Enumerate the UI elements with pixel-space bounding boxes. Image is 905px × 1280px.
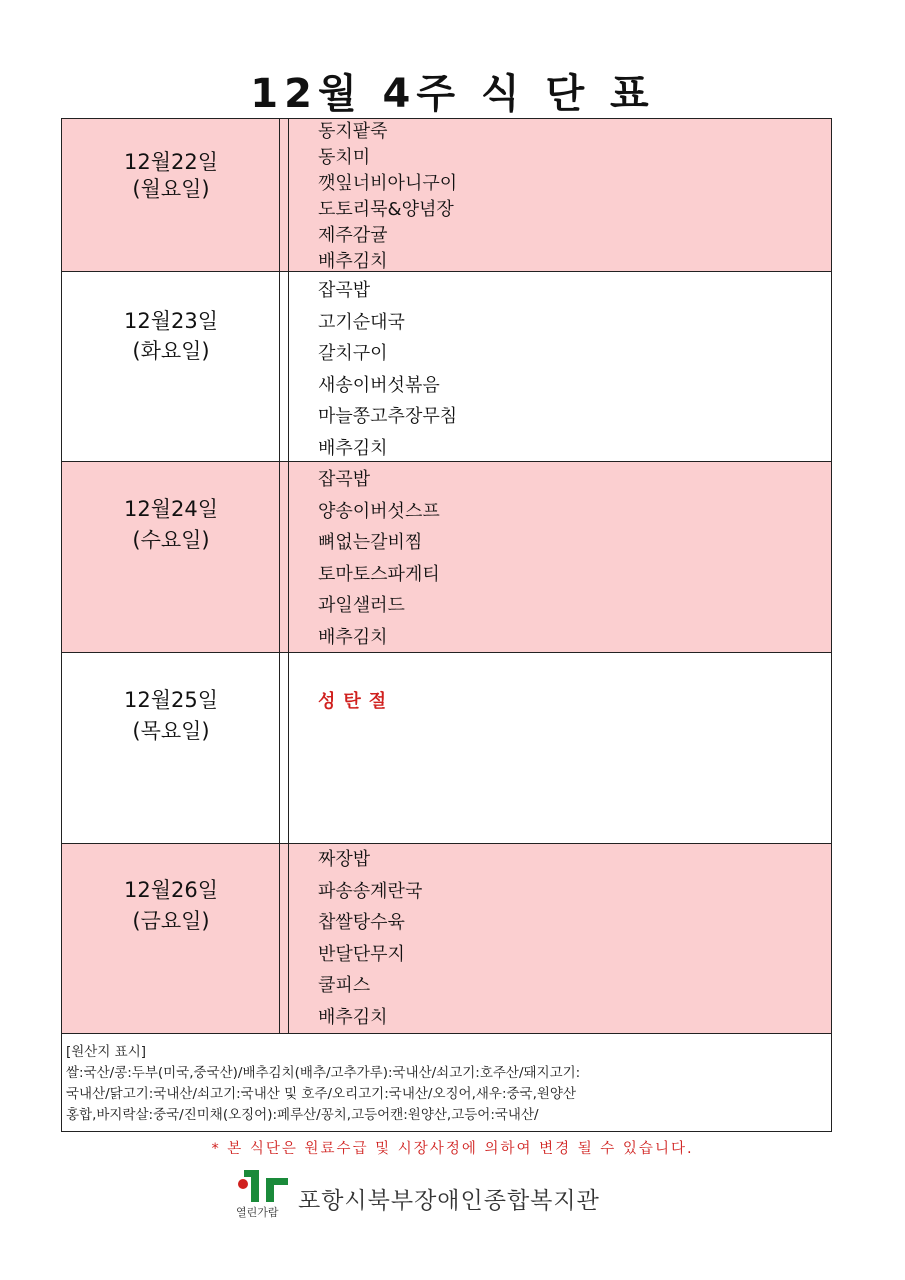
menu-item: 새송이버섯볶음	[318, 374, 440, 396]
menu-item: 잡곡밥	[318, 469, 371, 490]
menu-item: 찹쌀탕수육	[318, 912, 405, 933]
column-divider	[288, 844, 289, 1033]
weekday-label: (월요일)	[132, 177, 210, 201]
menu-item: 잡곡밥	[318, 280, 371, 301]
menu-table	[61, 118, 832, 1034]
menu-item: 깻잎너비아니구이	[318, 173, 458, 194]
origin-line: 쌀:국산/콩:두부(미국,중국산)/배추김치(배추/고추가루):국내산/쇠고기:호주산/돼지고기:	[66, 1065, 581, 1081]
menu-list	[318, 119, 831, 275]
date-cell	[62, 119, 280, 271]
date-cell	[62, 653, 280, 843]
menu-item: 파송송계란국	[318, 880, 423, 902]
menu-item: 동치미	[318, 147, 371, 168]
holiday-label: 성탄절	[318, 691, 395, 712]
menu-item: 양송이버섯스프	[318, 500, 440, 522]
menu-item: 동지팥죽	[318, 121, 388, 142]
day-row-friday	[61, 844, 832, 1034]
menu-list	[318, 844, 831, 1033]
menu-item: 제주감귤	[318, 225, 388, 246]
date-cell	[62, 462, 280, 652]
date-label: 12월22일	[123, 150, 218, 174]
date-label: 12월25일	[123, 688, 218, 712]
column-divider	[288, 462, 289, 652]
day-row-monday	[61, 119, 832, 272]
menu-item: 도토리묵&양념장	[318, 199, 454, 220]
weekday-label: (수요일)	[132, 528, 210, 552]
day-row-wednesday	[61, 462, 832, 653]
date-label: 12월24일	[123, 497, 218, 521]
change-notice: * 본 식단은 원료수급 및 시장사정에 의하여 변경 될 수 있습니다.	[211, 1141, 694, 1157]
menu-item: 배추김치	[318, 626, 388, 648]
menu-item: 갈치구이	[318, 343, 388, 364]
date-label: 12월26일	[123, 878, 218, 902]
column-divider	[288, 272, 289, 461]
organization-name: 포항시북부장애인종합복지관	[298, 1188, 600, 1214]
date-cell	[62, 844, 280, 1033]
menu-item: 배추김치	[318, 251, 388, 272]
weekday-label: (금요일)	[132, 909, 210, 933]
menu-item: 토마토스파게티	[318, 563, 440, 585]
origin-heading: [원산지 표시]	[66, 1044, 147, 1060]
menu-item: 반달단무지	[318, 943, 405, 965]
menu-item: 과일샐러드	[318, 595, 405, 616]
origin-info-box	[61, 1034, 832, 1132]
page-title: 12월 4주 식 단 표	[250, 71, 655, 117]
menu-list	[318, 464, 831, 653]
day-row-tuesday	[61, 272, 832, 462]
column-divider	[288, 653, 289, 843]
menu-list	[318, 275, 831, 464]
menu-item: 짜장밥	[318, 849, 371, 870]
menu-item: 배추김치	[318, 1006, 388, 1028]
menu-item: 배추김치	[318, 437, 388, 459]
weekday-label: (화요일)	[132, 339, 210, 363]
column-divider	[288, 119, 289, 271]
menu-item: 마늘쫑고추장무침	[318, 406, 458, 427]
weekday-label: (목요일)	[132, 719, 210, 743]
logo-caption: 열린가람	[236, 1206, 279, 1219]
date-cell	[62, 272, 280, 461]
footer	[234, 1164, 654, 1224]
menu-item: 뼈없는갈비찜	[318, 532, 423, 553]
date-label: 12월23일	[123, 309, 218, 333]
menu-item: 쿨피스	[318, 975, 371, 996]
day-row-thursday	[61, 653, 832, 844]
origin-line: 국내산/닭고기:국내산/쇠고기:국내산 및 호주/오리고기:국내산/오징어,새우:중국,원양산	[66, 1086, 576, 1102]
menu-item: 고기순대국	[318, 311, 405, 333]
origin-line: 홍합,바지락살:중국/진미채(오징어):페루산/꽁치,고등어캔:원양산,고등어:국내산/	[66, 1107, 539, 1123]
